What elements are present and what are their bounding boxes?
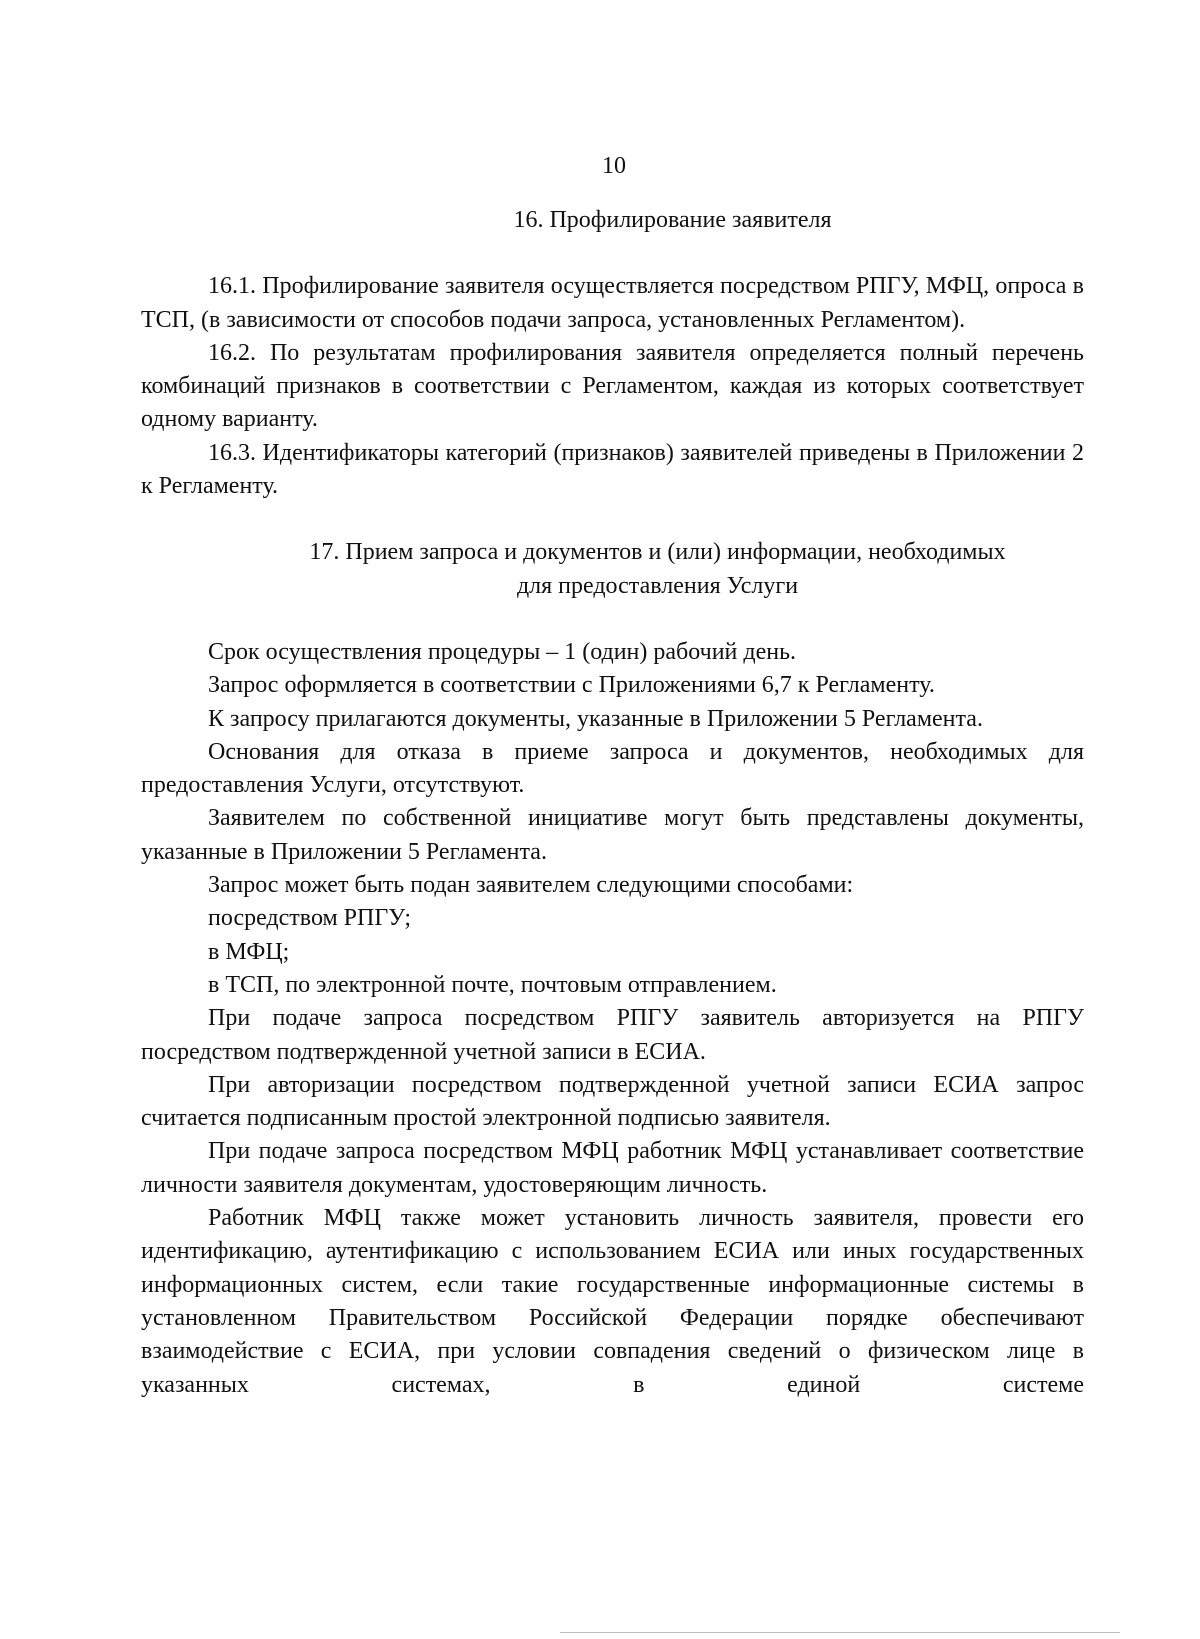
paragraph-16-2: 16.2. По результатам профилирования заявителя определяется полный перечень комбинаций признаков в соответствии с Регламентом, каждая из которых соответствует одному варианту. [141, 339, 1084, 433]
page-number: 10 [602, 153, 626, 179]
paragraph-mfc-identity: При подаче запроса посредством МФЦ работник МФЦ устанавливает соответствие личности заявителя документам, удостоверяющим личность. [141, 1138, 1084, 1198]
paragraph-16-1: 16.1. Профилирование заявителя осуществляется посредством РПГУ, МФЦ, опроса в ТСП, (в зависимости от способов подачи запроса, установленных Регламентом). [141, 273, 1084, 333]
list-item-tsp: в ТСП, по электронной почте, почтовым отправлением. [208, 971, 777, 998]
paragraph-attachments: К запросу прилагаются документы, указанные в Приложении 5 Регламента. [208, 705, 983, 732]
section-17-title [141, 536, 1084, 603]
paragraph-term: Срок осуществления процедуры – 1 (один) рабочий день. [208, 638, 797, 665]
list-item-mfc: в МФЦ; [208, 938, 290, 965]
paragraph-submission-methods: Запрос может быть подан заявителем следующими способами: [208, 872, 854, 899]
paragraph-refusal-grounds: Основания для отказа в приеме запроса и документов, необходимых для предоставления Услуги, отсутствуют. [141, 738, 1084, 799]
paragraph-esia-signature: При авторизации посредством подтвержденной учетной записи ЕСИА запрос считается подписанным простой электронной подписью заявителя. [141, 1071, 1084, 1132]
bottom-scan-line [560, 1632, 1120, 1633]
paragraph-own-initiative: Заявителем по собственной инициативе могут быть представлены документы, указанные в Приложении 5 Регламента. [141, 805, 1084, 865]
section-17-title-line-1: 17. Прием запроса и документов и (или) информации, необходимых [309, 539, 1006, 566]
document-body [141, 204, 1084, 1402]
paragraph-16-3: 16.3. Идентификаторы категорий (признаков) заявителей приведены в Приложении 2 к Регламенту. [141, 439, 1084, 500]
paragraph-mfc-identification: Работник МФЦ также может установить личность заявителя, провести его идентификацию, аутентификацию с использованием ЕСИА или иных государственных информационных систем, если такие государственные информационные системы в установленном Правительством Российской Федерации порядке обеспечивают взаимодействие с ЕСИА, при условии совпадения сведений о физическом лице в указанных системах, в единой системе [141, 1205, 1084, 1398]
section-16-title: 16. Профилирование заявителя [513, 207, 832, 233]
paragraph-request-format: Запрос оформляется в соответствии с Приложениями 6,7 к Регламенту. [208, 672, 935, 699]
paragraph-rpgu-authorization: При подаче запроса посредством РПГУ заявитель авторизуется на РПГУ посредством подтвержденной учетной записи в ЕСИА. [141, 1005, 1084, 1065]
list-item-rpgu: посредством РПГУ; [208, 905, 411, 932]
section-17-title-line-2: для предоставления Услуги [516, 572, 799, 599]
